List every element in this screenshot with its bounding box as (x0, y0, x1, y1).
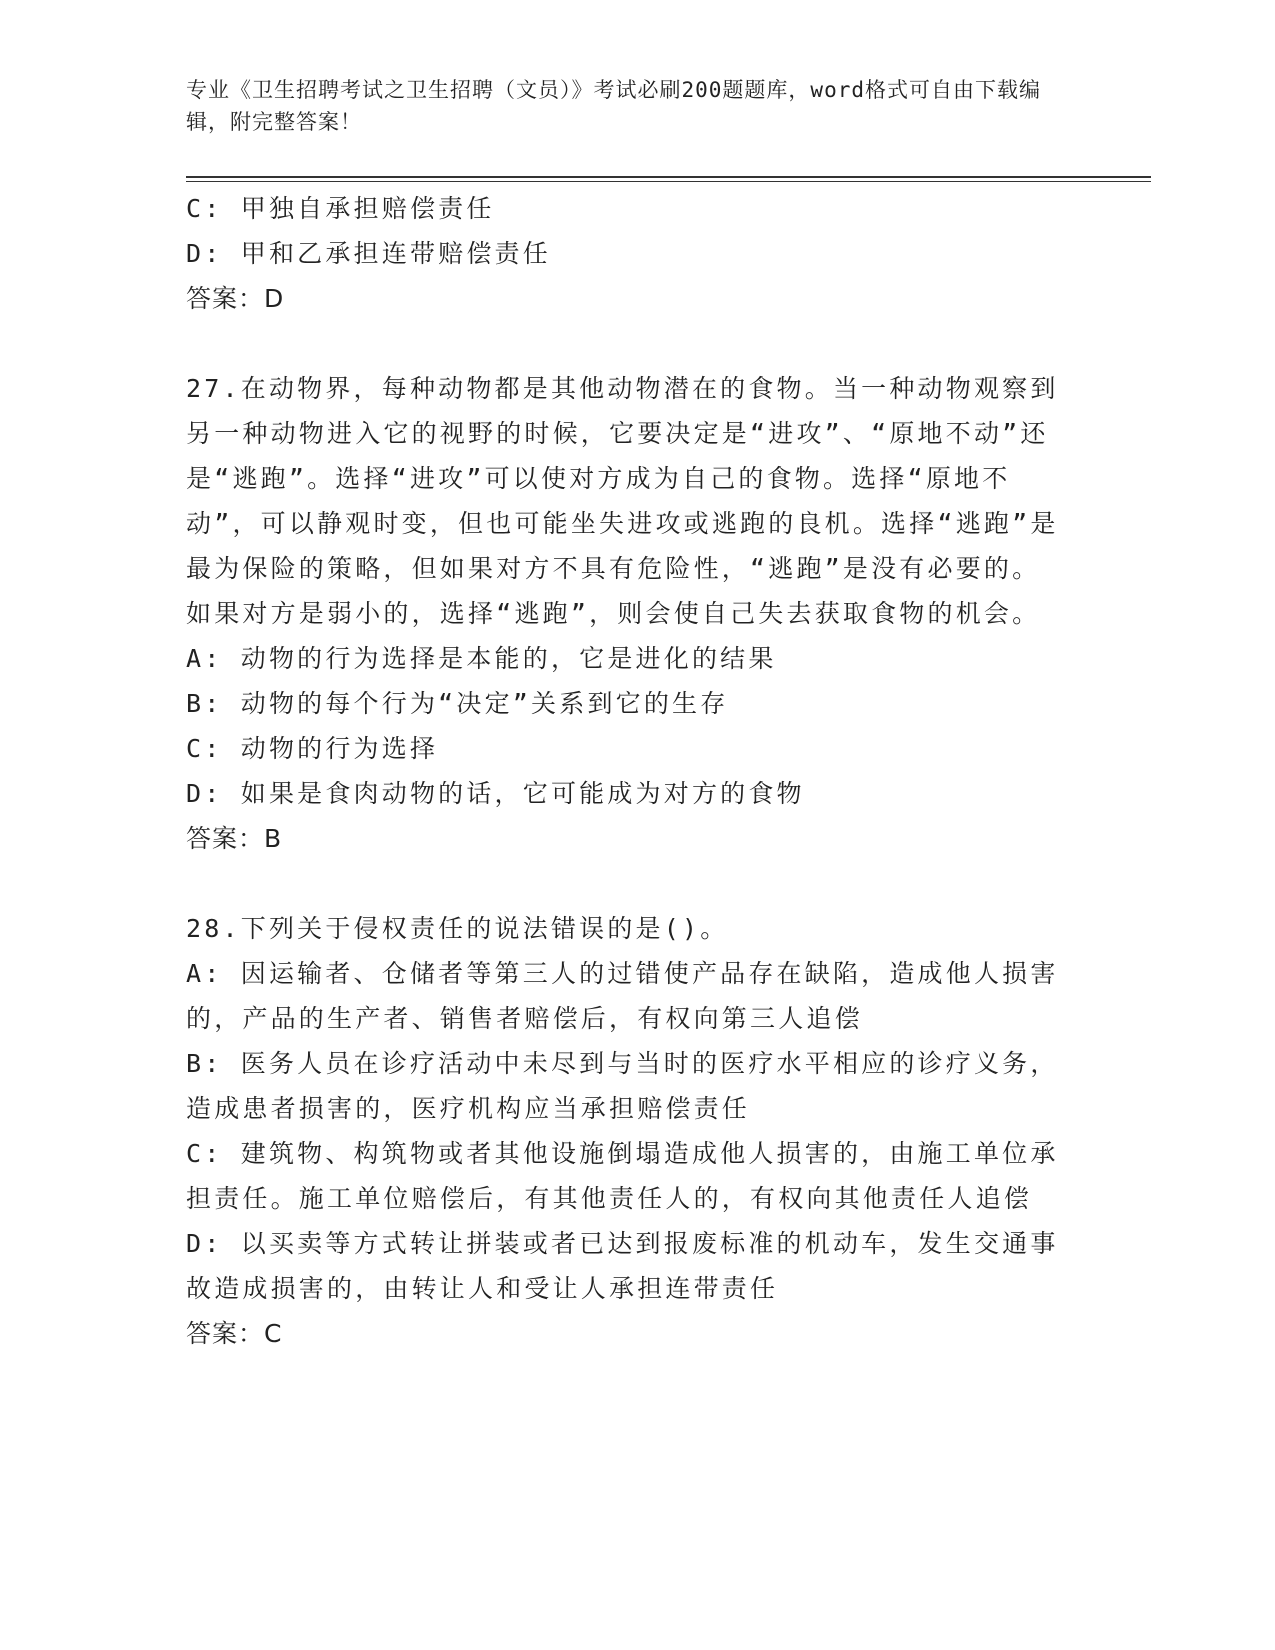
page-header: 专业《卫生招聘考试之卫生招聘（文员）》考试必刷200题题库，word格式可自由下载编辑，附完整答案！ (186, 78, 1041, 134)
answer-line: 答案：D (186, 284, 285, 313)
question-27 (186, 366, 1066, 861)
answer-line: 答案：C (186, 1319, 283, 1348)
previous-question-tail (186, 186, 1066, 321)
option-b: B: 动物的每个行为“决定”关系到它的生存 (186, 689, 729, 718)
header-rule-thick (186, 176, 1151, 178)
option-c: C: 动物的行为选择 (186, 734, 439, 763)
question-28 (186, 906, 1066, 1356)
question-stem: 27.在动物界，每种动物都是其他动物潜在的食物。当一种动物观察到另一种动物进入它的视野的时候，它要决定是“进攻”、“原地不动”还是“逃跑”。选择“进攻”可以使对方成为自己的食物。选择“原地不动”，可以静观时变，但也可能坐失进攻或逃跑的良机。选择“逃跑”是最为保险的策略，但如果对方不具有危险性，“逃跑”是没有必要的。如果对方是弱小的，选择“逃跑”，则会使自己失去获取食物的机会。 (186, 374, 1059, 628)
document-body (186, 186, 1066, 1356)
option-d: D: 以买卖等方式转让拼装或者已达到报废标准的机动车，发生交通事故造成损害的，由转让人和受让人承担连带责任 (186, 1229, 1059, 1303)
spacer (186, 861, 1066, 906)
option-c: C: 甲独自承担赔偿责任 (186, 194, 495, 223)
option-b: B: 医务人员在诊疗活动中未尽到与当时的医疗水平相应的诊疗义务，造成患者损害的，医疗机构应当承担赔偿责任 (186, 1049, 1059, 1123)
option-a: A: 动物的行为选择是本能的，它是进化的结果 (186, 644, 777, 673)
header-rule-thin (186, 181, 1151, 182)
option-a: A: 因运输者、仓储者等第三人的过错使产品存在缺陷，造成他人损害的，产品的生产者、销售者赔偿后，有权向第三人追偿 (186, 959, 1059, 1033)
option-d: D: 如果是食肉动物的话，它可能成为对方的食物 (186, 779, 805, 808)
option-c: C: 建筑物、构筑物或者其他设施倒塌造成他人损害的，由施工单位承担责任。施工单位赔偿后，有其他责任人的，有权向其他责任人追偿 (186, 1139, 1059, 1213)
question-stem: 28.下列关于侵权责任的说法错误的是()。 (186, 914, 729, 943)
option-d: D: 甲和乙承担连带赔偿责任 (186, 239, 551, 268)
spacer (186, 321, 1066, 366)
answer-line: 答案：B (186, 824, 283, 853)
